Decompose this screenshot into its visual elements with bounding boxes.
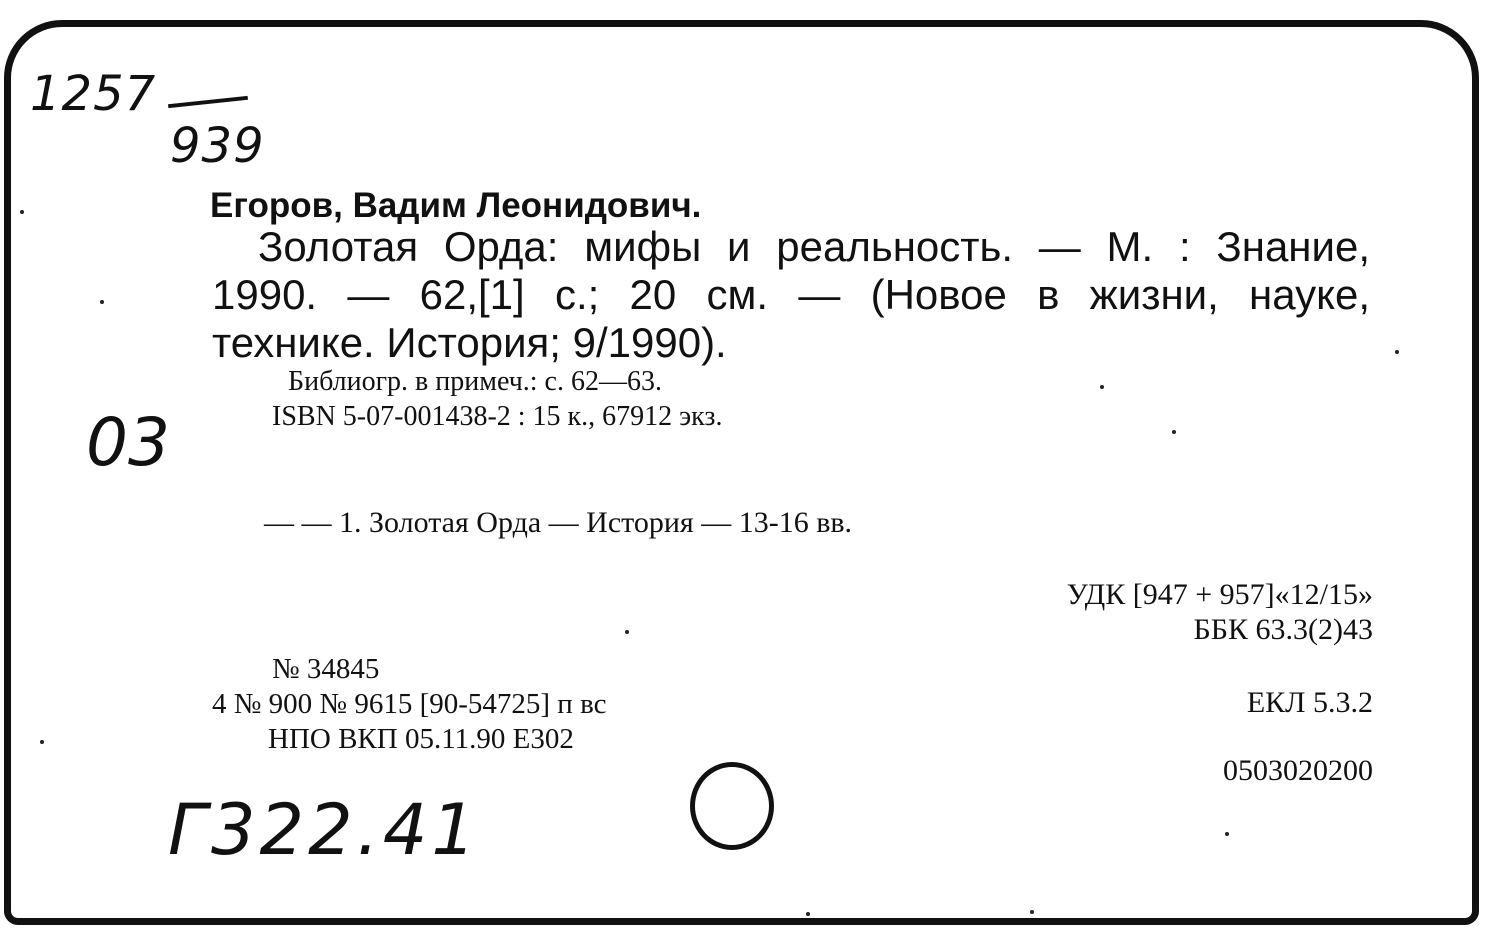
udk-index: УДК [947 + 957]«12/15» <box>1066 578 1373 611</box>
bibliography-note: Библиогр. в примеч.: с. 62—63. <box>288 366 662 397</box>
handwritten-call-number-top: 1257 <box>30 66 157 122</box>
print-speck <box>1395 350 1399 354</box>
title-line-1: Золотая Орда: мифы и реальность. — М. : Знание, <box>258 223 1370 270</box>
isbn-line: ISBN 5-07-001438-2 : 15 к., 67912 экз. <box>272 401 723 432</box>
handwritten-mark: 03 <box>86 404 170 481</box>
author-heading: Егоров, Вадим Леонидович. <box>210 186 702 225</box>
ekl-index: ЕКЛ 5.3.2 <box>1246 686 1373 719</box>
handwritten-classification: Г322.41 <box>168 789 480 871</box>
handwritten-call-number-bottom: 939 <box>170 118 265 174</box>
print-speck <box>1100 385 1104 389</box>
print-speck <box>20 210 24 214</box>
print-speck <box>40 740 44 744</box>
print-speck <box>100 300 104 304</box>
card-punch-hole <box>690 762 774 850</box>
record-number-line-2: 4 № 900 № 9615 [90-54725] п вс <box>212 688 607 720</box>
bbk-index: ББК 63.3(2)43 <box>1193 613 1373 646</box>
card-code: 0503020200 <box>1223 754 1373 787</box>
print-speck <box>1225 832 1229 836</box>
subject-heading-line: — — 1. Золотая Орда — История — 13-16 вв. <box>264 506 853 539</box>
print-speck <box>1172 430 1176 434</box>
print-speck <box>1030 910 1034 914</box>
print-speck <box>806 912 810 916</box>
record-number-line-1: № 34845 <box>272 653 380 685</box>
print-speck <box>625 630 629 634</box>
title-line-2: 1990. — 62,[1] с.; 20 см. — (Новое в жизни, науке, <box>212 271 1370 318</box>
record-number-line-3: НПО ВКП 05.11.90 Е302 <box>268 723 574 755</box>
title-line-3: технике. История; 9/1990). <box>212 319 727 366</box>
